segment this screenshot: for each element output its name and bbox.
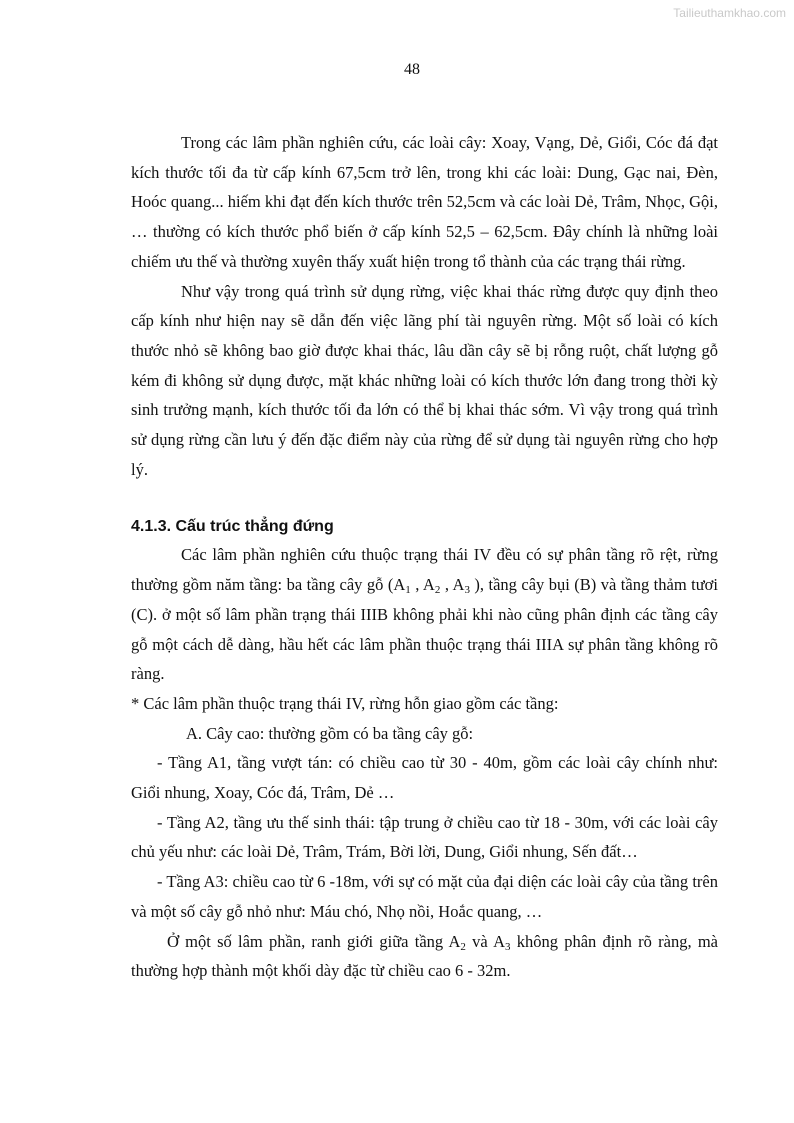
separator: và A: [465, 931, 505, 951]
page-body: [131, 128, 718, 986]
separator: , A: [410, 575, 435, 595]
subscript: 2: [460, 940, 466, 953]
sub-heading-a: A. Cây cao: thường gồm có ba tầng cây gỗ:: [186, 723, 474, 743]
layer-a3: - Tầng A3: chiều cao từ 6 -18m, với sự có mặt của đại diện các loài cây của tầng trên và một số cây gỗ nhỏ như: Máu chó, Nhọ nồi, Hoắc quang, …: [131, 872, 718, 921]
watermark: Tailieuthamkhao.com: [673, 6, 786, 20]
section-heading: 4.1.3. Cấu trúc thẳng đứng: [131, 518, 334, 536]
paragraph-last-text-end: không phân định rõ ràng, mà thường hợp thành một khối dày đặc từ chiều cao 6 - 32m.: [131, 931, 718, 981]
page-number: 48: [404, 61, 420, 78]
layer-a1: - Tầng A1, tầng vượt tán: có chiều cao từ 30 - 40m, gồm các loài cây chính như: Giổi nhung, Xoay, Cóc đá, Trâm, Dẻ …: [131, 753, 718, 803]
subscript: 2: [434, 584, 441, 597]
subscript: 3: [464, 584, 470, 597]
subscript: 3: [504, 940, 511, 953]
paragraph-last-text-start: Ở một số lâm phần, ranh giới giữa tầng A: [167, 931, 461, 951]
layer-a2: - Tầng A2, tầng ưu thế sinh thái: tập trung ở chiều cao từ 18 - 30m, với các loài cây chủ yếu như: các loài Dẻ, Trâm, Trám, Bời lời, Dung, Giổi nhung, Sến đất…: [131, 812, 718, 862]
separator: , A: [440, 575, 465, 595]
subscript: 1: [405, 584, 411, 597]
paragraph-3-text-start: Các lâm phần nghiên cứu thuộc trạng thái IV đều có sự phân tầng rõ rệt, rừng thường gồm năm tầng: ba tầng cây gỗ (A: [131, 545, 718, 595]
paragraph-2: Như vậy trong quá trình sử dụng rừng, việc khai thác rừng được quy định theo cấp kính như hiện nay sẽ dẫn đến việc lãng phí tài nguyên rừng. Một số loài có kích thước nhỏ sẽ không bao giờ được khai thác, lâu dần cây sẽ bị rỗng ruột, chất lượng gỗ kém đi không sử dụng được, mặt khác những loài có kích thước lớn đang trong thời kỳ sinh trưởng mạnh, kích thước tối đa lớn có thể bị khai thác sớm. Vì vậy trong quá trình sử dụng rừng cần lưu ý đến đặc điểm này của rừng để sử dụng tài nguyên rừng cho hợp lý.: [131, 281, 718, 479]
paragraph-last: [131, 927, 718, 986]
paragraph-3: [131, 540, 718, 689]
paragraph-1: Trong các lâm phần nghiên cứu, các loài cây: Xoay, Vạng, Dẻ, Giổi, Cóc đá đạt kích thước tối đa từ cấp kính 67,5cm trở lên, trong khi các loài: Dung, Gạc nai, Đèn, Hoóc quang... hiếm khi đạt đến kích thước trên 52,5cm và các loài Dẻ, Trâm, Nhọc, Gội, … thường có kích thước phổ biến ở cấp kính 52,5 – 62,5cm. Đây chính là những loài chiếm ưu thế và thường xuyên thấy xuất hiện trong tổ thành của các trạng thái rừng.: [131, 133, 718, 271]
star-line: * Các lâm phần thuộc trạng thái IV, rừng hỗn giao gồm các tầng:: [131, 693, 559, 713]
paragraph-3-text-end: ), tầng cây bụi (B) và tầng thảm tươi (C). ở một số lâm phần trạng thái IIIB không phải khi nào cũng phân định các tầng cây gỗ một cách dễ dàng, hầu hết các lâm phần thuộc trạng thái IIIA sự phân tầng không rõ ràng.: [131, 575, 718, 684]
